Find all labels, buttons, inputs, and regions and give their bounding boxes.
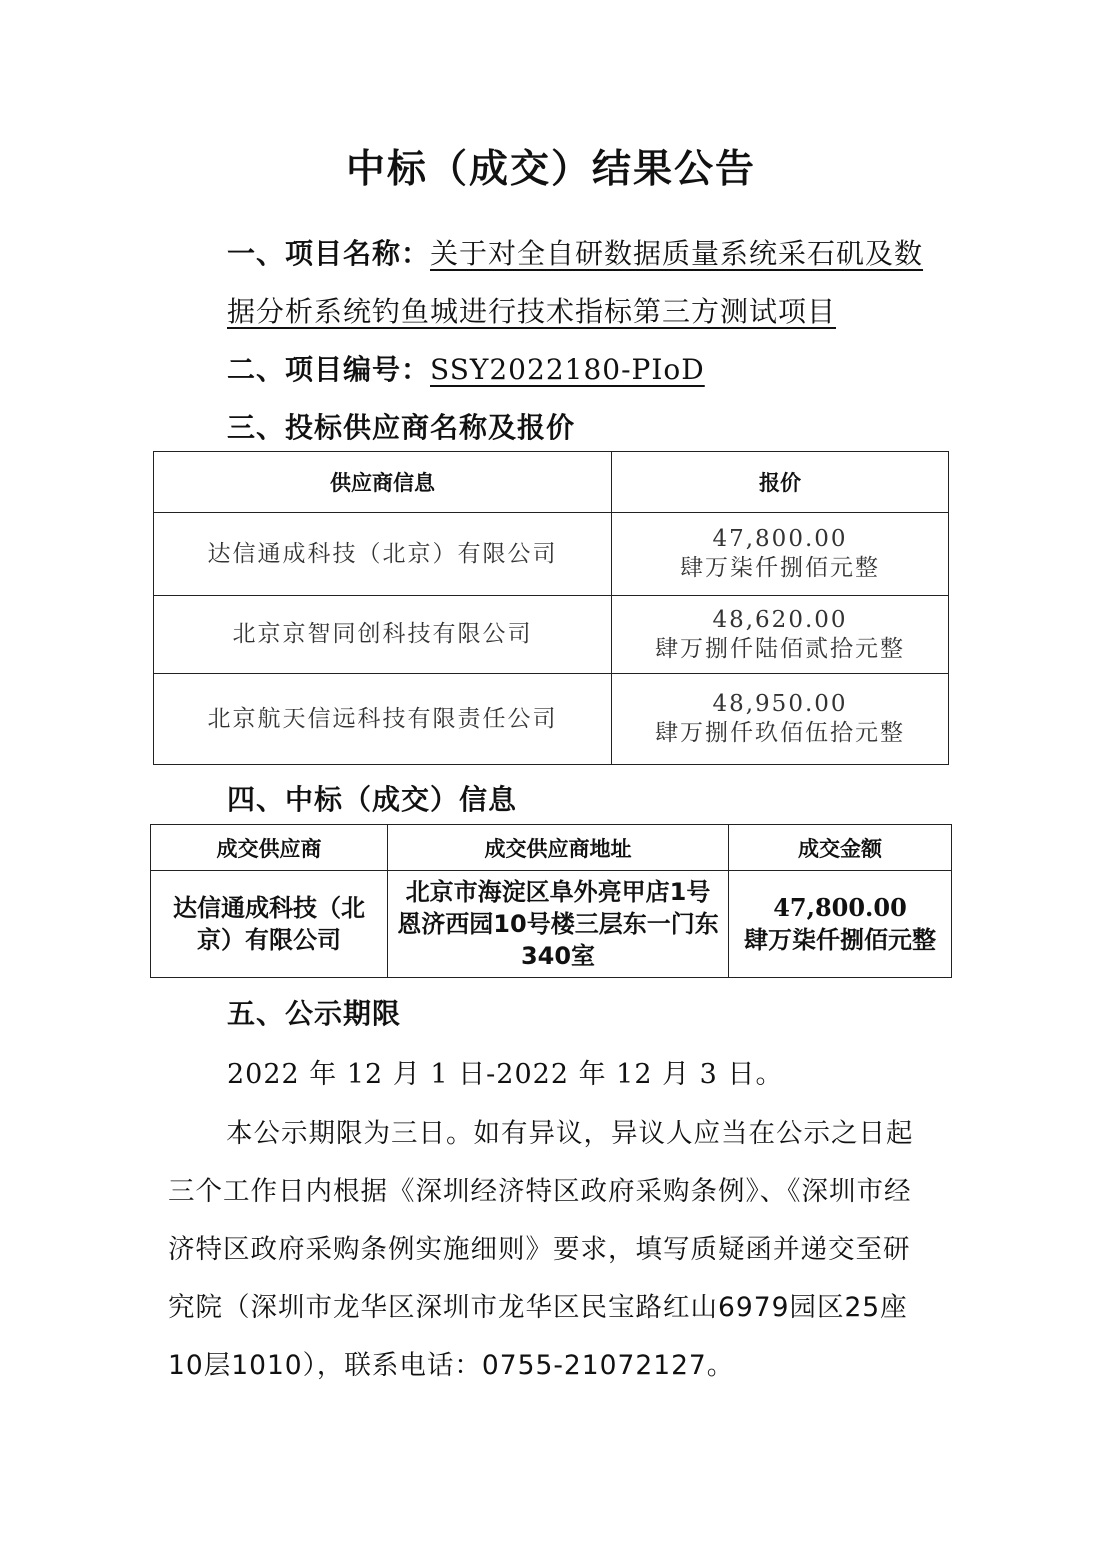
project-name-row xyxy=(227,232,923,272)
notice-period-dates: 2022 年 12 月 1 日-2022 年 12 月 3 日。 xyxy=(227,1059,784,1090)
award-table xyxy=(150,824,952,978)
table-header-row xyxy=(151,825,952,871)
project-number-value: SSY2022180-PIoD xyxy=(430,353,705,386)
price-cell xyxy=(612,674,949,765)
table-row xyxy=(151,871,952,978)
notice-period-heading: 五、公示期限 xyxy=(227,997,402,1030)
table-row xyxy=(154,596,949,674)
table-row xyxy=(154,674,949,765)
price-amount: 48,950.00 xyxy=(712,691,848,717)
supplier-name: 达信通成科技（北京）有限公司 xyxy=(154,513,612,596)
price-cell xyxy=(612,513,949,596)
award-heading: 四、中标（成交）信息 xyxy=(227,783,518,816)
price-amount: 48,620.00 xyxy=(712,606,848,633)
project-number-row xyxy=(227,348,705,388)
award-amount-words: 肆万柒仟捌佰元整 xyxy=(744,926,936,954)
price-amount: 47,800.00 xyxy=(712,526,848,552)
price-cell xyxy=(612,596,949,674)
project-number-label: 二、项目编号： xyxy=(227,353,431,386)
project-name-value-line1: 关于对全自研数据质量系统采石矶及数 xyxy=(430,237,924,270)
bidders-table xyxy=(153,451,949,765)
price-words: 肆万柒仟捌佰元整 xyxy=(680,555,880,581)
award-address: 北京市海淀区阜外亮甲店1号恩济西园10号楼三层东一门东340室 xyxy=(388,871,729,978)
award-amount-cell xyxy=(729,871,952,978)
award-supplier: 达信通成科技（北京）有限公司 xyxy=(151,871,388,978)
award-address-header: 成交供应商地址 xyxy=(388,825,729,871)
price-header: 报价 xyxy=(612,452,949,513)
project-name-value-line2: 据分析系统钓鱼城进行技术指标第三方测试项目 xyxy=(227,295,837,328)
price-words: 肆万捌仟玖佰伍拾元整 xyxy=(655,720,905,746)
notice-text: 本公示期限为三日。如有异议，异议人应当在公示之日起三个工作日内根据《深圳经济特区政府采购条例》、《深圳市经济特区政府采购条例实施细则》要求，填写质疑函并递交至研究院（深圳市龙华区深圳市龙华区民宝路红山6979园区25座10层1010），联系电话：0755-21072127。 xyxy=(168,1118,914,1381)
project-name-row2 xyxy=(227,290,836,330)
award-supplier-header: 成交供应商 xyxy=(151,825,388,871)
notice-paragraph xyxy=(168,1105,936,1395)
supplier-info-header: 供应商信息 xyxy=(154,452,612,513)
table-row xyxy=(154,513,949,596)
supplier-name: 北京京智同创科技有限公司 xyxy=(154,596,612,674)
award-amount-header: 成交金额 xyxy=(729,825,952,871)
page-title: 中标（成交）结果公告 xyxy=(345,147,756,192)
project-name-label: 一、项目名称： xyxy=(227,237,431,270)
award-amount: 47,800.00 xyxy=(773,893,907,922)
price-words: 肆万捌仟陆佰贰拾元整 xyxy=(655,635,905,662)
table-header-row xyxy=(154,452,949,513)
bidders-heading: 三、投标供应商名称及报价 xyxy=(227,411,576,444)
supplier-name: 北京航天信远科技有限责任公司 xyxy=(154,674,612,765)
